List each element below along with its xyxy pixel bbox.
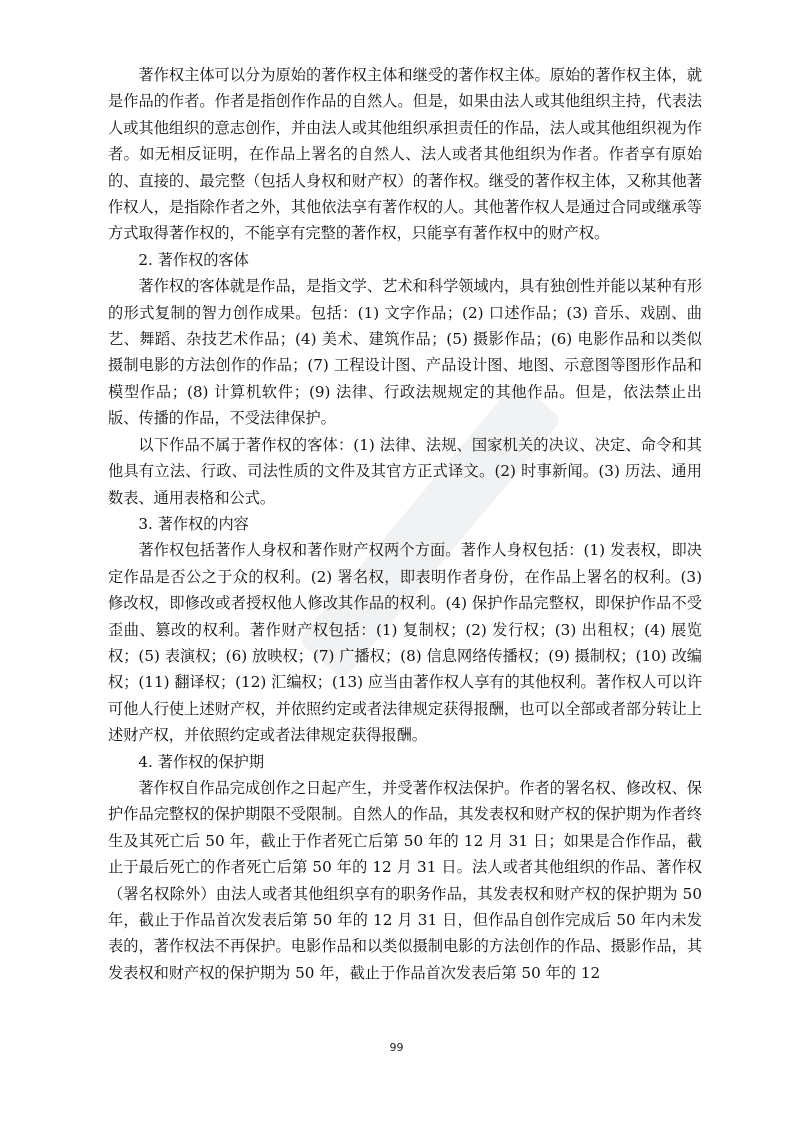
page-number: 99: [389, 1041, 404, 1054]
section-heading-protection-period: 4. 著作权的保护期: [138, 752, 265, 771]
document-body: [108, 62, 702, 986]
section-heading-copyright-object: 2. 著作权的客体: [138, 250, 249, 269]
paragraph-protection-period: 著作权自作品完成创作之日起产生，并受著作权法保护。作者的署名权、修改权、保护作品完整权的保护期限不受限制。自然人的作品，其发表权和财产权的保护期为作者终生及其死亡后 50 年，截止于作者死亡后第 50 年的 12 月 31 日；如果是合作作品，截止于最后死亡的作者死亡后第 50 年的 12 月 31 日。法人或者其他组织的作品、著作权（署名权除外）由法人或者其他组织享有的职务作品，其发表权和财产权的保护期为 50 年，截止于作品首次发表后第 50 年的 12 月 31 日，但作品自创作完成后 50 年内未发表的，著作权法不再保护。电影作品和以类似摄制电影的方法创作的作品、摄影作品，其发表权和财产权的保护期为 50 年，截止于作品首次发表后第 50 年的 12: [108, 778, 702, 982]
paragraph-excluded-works: 以下作品不属于著作权的客体：(1) 法律、法规、国家机关的决议、决定、命令和其他具有立法、行政、司法性质的文件及其官方正式译文。(2) 时事新闻。(3) 历法、通用数表、通用表格和公式。: [108, 435, 702, 507]
paragraph-copyright-content: 著作权包括著作人身权和著作财产权两个方面。著作人身权包括：(1) 发表权，即决定作品是否公之于众的权利。(2) 署名权，即表明作者身份，在作品上署名的权利。(3) 修改权，即修改或者授权他人修改其作品的权利。(4) 保护作品完整权，即保护作品不受歪曲、篡改的权利。著作财产权包括：(1) 复制权；(2) 发行权；(3) 出租权；(4) 展览权；(5) 表演权；(6) 放映权；(7) 广播权；(8) 信息网络传播权；(9) 摄制权；(10) 改编权；(11) 翻译权；(12) 汇编权；(13) 应当由著作权人享有的其他权利。著作权人可以许可他人行使上述财产权，并依照约定或者法律规定获得报酬，也可以全部或者部分转让上述财产权，并依照约定或者法律规定获得报酬。: [108, 541, 703, 745]
section-heading-copyright-content: 3. 著作权的内容: [138, 514, 249, 533]
paragraph-copyright-object: 著作权的客体就是作品，是指文学、艺术和科学领域内，具有独创性并能以某种有形的形式复制的智力创作成果。包括：(1) 文字作品；(2) 口述作品；(3) 音乐、戏剧、曲艺、舞蹈、杂技艺术作品；(4) 美术、建筑作品；(5) 摄影作品；(6) 电影作品和以类似摄制电影的方法创作的作品；(7) 工程设计图、产品设计图、地图、示意图等图形作品和模型作品；(8) 计算机软件；(9) 法律、行政法规规定的其他作品。但是，依法禁止出版、传播的作品，不受法律保护。: [108, 277, 702, 428]
paragraph-copyright-subject: 著作权主体可以分为原始的著作权主体和继受的著作权主体。原始的著作权主体，就是作品的作者。作者是指创作作品的自然人。但是，如果由法人或其他组织主持，代表法人或其他组织的意志创作，并由法人或其他组织承担责任的作品，法人或其他组织视为作者。如无相反证明，在作品上署名的自然人、法人或者其他组织为作者。作者享有原始的、直接的、最完整（包括人身权和财产权）的著作权。继受的著作权主体，又称其他著作权人，是指除作者之外，其他依法享有著作权的人。其他著作权人是通过合同或继承等方式取得著作权的，不能享有完整的著作权，只能享有著作权中的财产权。: [108, 66, 702, 243]
